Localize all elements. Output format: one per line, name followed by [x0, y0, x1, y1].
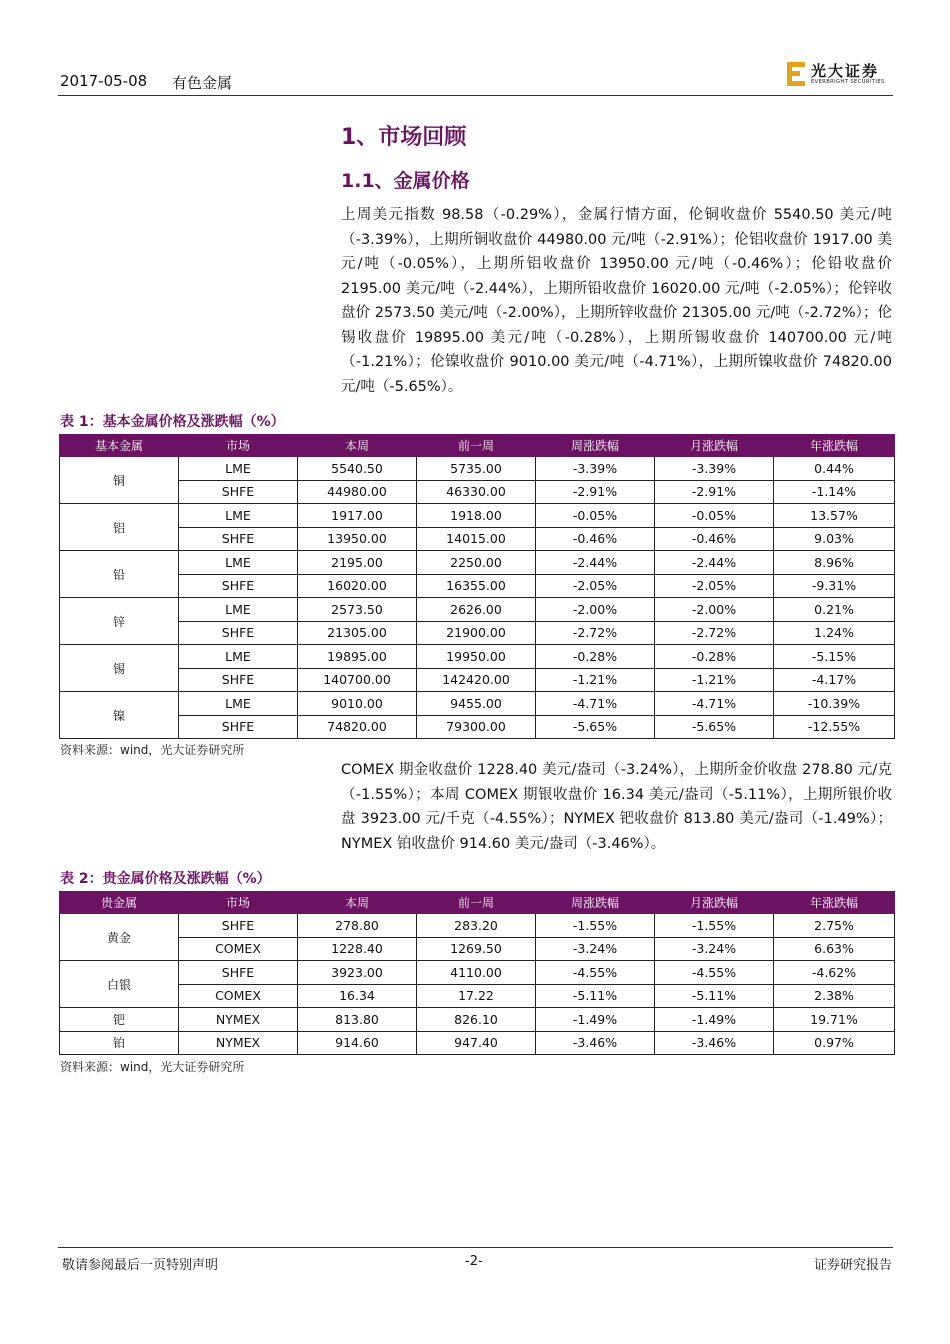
- value-cell: -4.17%: [774, 668, 895, 692]
- company-logo: [787, 60, 897, 90]
- column-header: 本周: [298, 435, 417, 457]
- value-cell: 2.75%: [774, 914, 895, 938]
- table-row: [60, 668, 895, 692]
- value-cell: -10.39%: [774, 692, 895, 716]
- table-row: [60, 457, 895, 481]
- value-cell: -2.44%: [536, 551, 655, 575]
- value-cell: 5735.00: [417, 457, 536, 481]
- value-cell: -4.62%: [774, 961, 895, 985]
- column-header: 本周: [298, 892, 417, 914]
- table-row: [60, 621, 895, 645]
- value-cell: -5.15%: [774, 645, 895, 669]
- metal-name-cell: 钯: [60, 1008, 179, 1032]
- metal-name-cell: 锌: [60, 598, 179, 645]
- value-cell: 19950.00: [417, 645, 536, 669]
- value-cell: -1.49%: [536, 1008, 655, 1032]
- value-cell: -12.55%: [774, 715, 895, 739]
- value-cell: 21305.00: [298, 621, 417, 645]
- value-cell: 17.22: [417, 984, 536, 1008]
- value-cell: 79300.00: [417, 715, 536, 739]
- table-row: [60, 914, 895, 938]
- table-row: [60, 551, 895, 575]
- table-header-row: [60, 892, 895, 914]
- value-cell: -2.91%: [536, 480, 655, 504]
- column-header: 周涨跌幅: [536, 435, 655, 457]
- precious-metals-table: [59, 891, 895, 1055]
- value-cell: 0.97%: [774, 1031, 895, 1055]
- metal-name-cell: 镍: [60, 692, 179, 739]
- column-header: 年涨跌幅: [774, 435, 895, 457]
- value-cell: -0.46%: [655, 527, 774, 551]
- value-cell: -4.71%: [536, 692, 655, 716]
- value-cell: -3.46%: [655, 1031, 774, 1055]
- value-cell: 0.21%: [774, 598, 895, 622]
- value-cell: -3.24%: [655, 937, 774, 961]
- value-cell: 9010.00: [298, 692, 417, 716]
- value-cell: 1228.40: [298, 937, 417, 961]
- market-cell: SHFE: [179, 527, 298, 551]
- market-cell: SHFE: [179, 668, 298, 692]
- report-sector: 有色金属: [172, 74, 233, 92]
- column-header: 周涨跌幅: [536, 892, 655, 914]
- metal-name-cell: 铝: [60, 504, 179, 551]
- value-cell: 140700.00: [298, 668, 417, 692]
- value-cell: 947.40: [417, 1031, 536, 1055]
- table-row: [60, 984, 895, 1008]
- market-cell: SHFE: [179, 621, 298, 645]
- value-cell: -2.05%: [655, 574, 774, 598]
- value-cell: -1.21%: [536, 668, 655, 692]
- value-cell: 9455.00: [417, 692, 536, 716]
- value-cell: -0.46%: [536, 527, 655, 551]
- section-heading: 1、市场回顾: [341, 125, 467, 150]
- table-header-row: [60, 435, 895, 457]
- value-cell: -2.05%: [536, 574, 655, 598]
- value-cell: 14015.00: [417, 527, 536, 551]
- metal-name-cell: 铂: [60, 1031, 179, 1055]
- value-cell: -3.39%: [536, 457, 655, 481]
- table-row: [60, 480, 895, 504]
- table-row: [60, 598, 895, 622]
- value-cell: 2250.00: [417, 551, 536, 575]
- column-header: 前一周: [417, 435, 536, 457]
- column-header: 贵金属: [60, 892, 179, 914]
- market-cell: LME: [179, 504, 298, 528]
- base-metals-table: [59, 434, 895, 739]
- value-cell: 1918.00: [417, 504, 536, 528]
- value-cell: 19895.00: [298, 645, 417, 669]
- value-cell: 21900.00: [417, 621, 536, 645]
- logo-text-en: EVERBRIGHT SECURITIES: [811, 79, 885, 85]
- header-divider: [58, 95, 893, 96]
- table2-source: 资料来源：wind，光大证券研究所: [60, 1060, 245, 1074]
- value-cell: 826.10: [417, 1008, 536, 1032]
- value-cell: -1.55%: [655, 914, 774, 938]
- metal-name-cell: 黄金: [60, 914, 179, 961]
- value-cell: 44980.00: [298, 480, 417, 504]
- base-metals-paragraph: 上周美元指数 98.58（-0.29%），金属行情方面，伦铜收盘价 5540.50 美元/吨（-3.39%），上期所铜收盘价 44980.00 元/吨（-2.91%）；伦铝收盘价 1917.00 美元/吨（-0.05%），上期所铝收盘价 13950.00 元/吨（-0.46%）；伦铅收盘价 2195.00 美元/吨（-2.44%），上期所铅收盘价 16020.00 元/吨（-2.05%）；伦锌收盘价 2573.50 美元/吨（-2.00%），上期所锌收盘价 21305.00 元/吨（-2.72%）；伦锡收盘价 19895.00 美元/吨（-0.28%），上期所锡收盘价 140700.00 元/吨（-1.21%）；伦镍收盘价 9010.00 美元/吨（-4.71%），上期所镍收盘价 74820.00 元/吨（-5.65%）。: [341, 207, 892, 395]
- value-cell: -5.65%: [536, 715, 655, 739]
- column-header: 月涨跌幅: [655, 435, 774, 457]
- table-row: [60, 574, 895, 598]
- value-cell: 1269.50: [417, 937, 536, 961]
- value-cell: -3.39%: [655, 457, 774, 481]
- disclaimer-note: 敬请参阅最后一页特别声明: [62, 1258, 219, 1273]
- report-date: 2017-05-08: [60, 72, 148, 90]
- value-cell: 9.03%: [774, 527, 895, 551]
- market-cell: SHFE: [179, 574, 298, 598]
- value-cell: 16020.00: [298, 574, 417, 598]
- table-row: [60, 645, 895, 669]
- value-cell: 1.24%: [774, 621, 895, 645]
- column-header: 前一周: [417, 892, 536, 914]
- value-cell: 6.63%: [774, 937, 895, 961]
- table-row: [60, 692, 895, 716]
- market-cell: SHFE: [179, 914, 298, 938]
- value-cell: 278.80: [298, 914, 417, 938]
- value-cell: 1917.00: [298, 504, 417, 528]
- value-cell: 46330.00: [417, 480, 536, 504]
- table-row: [60, 937, 895, 961]
- footer-divider: [58, 1247, 893, 1248]
- market-cell: SHFE: [179, 961, 298, 985]
- value-cell: -1.21%: [655, 668, 774, 692]
- value-cell: -0.28%: [536, 645, 655, 669]
- value-cell: -9.31%: [774, 574, 895, 598]
- value-cell: -1.55%: [536, 914, 655, 938]
- metal-name-cell: 铜: [60, 457, 179, 504]
- column-header: 基本金属: [60, 435, 179, 457]
- value-cell: 2573.50: [298, 598, 417, 622]
- table1-source: 资料来源：wind，光大证券研究所: [60, 743, 245, 757]
- table-row: [60, 715, 895, 739]
- value-cell: -3.24%: [536, 937, 655, 961]
- value-cell: 74820.00: [298, 715, 417, 739]
- value-cell: 8.96%: [774, 551, 895, 575]
- market-cell: COMEX: [179, 984, 298, 1008]
- market-cell: LME: [179, 598, 298, 622]
- column-header: 市场: [179, 892, 298, 914]
- value-cell: -5.11%: [655, 984, 774, 1008]
- value-cell: -0.28%: [655, 645, 774, 669]
- value-cell: 2626.00: [417, 598, 536, 622]
- market-cell: NYMEX: [179, 1008, 298, 1032]
- value-cell: -4.71%: [655, 692, 774, 716]
- table2-body: [60, 914, 895, 1055]
- value-cell: 13950.00: [298, 527, 417, 551]
- value-cell: -3.46%: [536, 1031, 655, 1055]
- value-cell: 2.38%: [774, 984, 895, 1008]
- table1-body: [60, 457, 895, 739]
- column-header: 月涨跌幅: [655, 892, 774, 914]
- value-cell: 142420.00: [417, 668, 536, 692]
- value-cell: -2.00%: [655, 598, 774, 622]
- table-row: [60, 961, 895, 985]
- value-cell: 5540.50: [298, 457, 417, 481]
- table-row: [60, 1031, 895, 1055]
- value-cell: -0.05%: [536, 504, 655, 528]
- value-cell: 914.60: [298, 1031, 417, 1055]
- value-cell: -1.49%: [655, 1008, 774, 1032]
- value-cell: 283.20: [417, 914, 536, 938]
- table-row: [60, 504, 895, 528]
- market-cell: LME: [179, 645, 298, 669]
- subsection-heading: 1.1、金属价格: [341, 170, 470, 192]
- value-cell: 16.34: [298, 984, 417, 1008]
- table-row: [60, 527, 895, 551]
- column-header: 市场: [179, 435, 298, 457]
- market-cell: SHFE: [179, 715, 298, 739]
- table2-title: 表 2：贵金属价格及涨跌幅（%）: [60, 871, 271, 887]
- market-cell: LME: [179, 457, 298, 481]
- value-cell: -2.00%: [536, 598, 655, 622]
- precious-metals-paragraph: COMEX 期金收盘价 1228.40 美元/盎司（-3.24%），上期所金价收盘 278.80 元/克（-1.55%）；本周 COMEX 期银收盘价 16.34 美元/盎司（-5.11%），上期所银价收盘 3923.00 元/千克（-4.55%）；NYMEX 钯收盘价 813.80 美元/盎司（-1.49%）；NYMEX 铂收盘价 914.60 美元/盎司（-3.46%）。: [341, 762, 892, 852]
- value-cell: 4110.00: [417, 961, 536, 985]
- page-number: -2-: [465, 1254, 483, 1269]
- market-cell: LME: [179, 692, 298, 716]
- value-cell: -5.11%: [536, 984, 655, 1008]
- value-cell: -2.44%: [655, 551, 774, 575]
- table1-title: 表 1：基本金属价格及涨跌幅（%）: [60, 414, 285, 430]
- metal-name-cell: 铅: [60, 551, 179, 598]
- market-cell: NYMEX: [179, 1031, 298, 1055]
- value-cell: -2.72%: [655, 621, 774, 645]
- value-cell: 3923.00: [298, 961, 417, 985]
- market-cell: LME: [179, 551, 298, 575]
- market-cell: COMEX: [179, 937, 298, 961]
- value-cell: -5.65%: [655, 715, 774, 739]
- logo-mark-icon: [787, 62, 805, 86]
- value-cell: -2.72%: [536, 621, 655, 645]
- metal-name-cell: 锡: [60, 645, 179, 692]
- logo-text-cn: 光大证券: [811, 62, 880, 80]
- value-cell: -2.91%: [655, 480, 774, 504]
- value-cell: 2195.00: [298, 551, 417, 575]
- value-cell: 13.57%: [774, 504, 895, 528]
- value-cell: -1.14%: [774, 480, 895, 504]
- table-row: [60, 1008, 895, 1032]
- value-cell: 19.71%: [774, 1008, 895, 1032]
- value-cell: -4.55%: [655, 961, 774, 985]
- market-cell: SHFE: [179, 480, 298, 504]
- value-cell: -0.05%: [655, 504, 774, 528]
- value-cell: 813.80: [298, 1008, 417, 1032]
- report-type: 证券研究报告: [813, 1258, 892, 1273]
- value-cell: 0.44%: [774, 457, 895, 481]
- column-header: 年涨跌幅: [774, 892, 895, 914]
- metal-name-cell: 白银: [60, 961, 179, 1008]
- value-cell: 16355.00: [417, 574, 536, 598]
- value-cell: -4.55%: [536, 961, 655, 985]
